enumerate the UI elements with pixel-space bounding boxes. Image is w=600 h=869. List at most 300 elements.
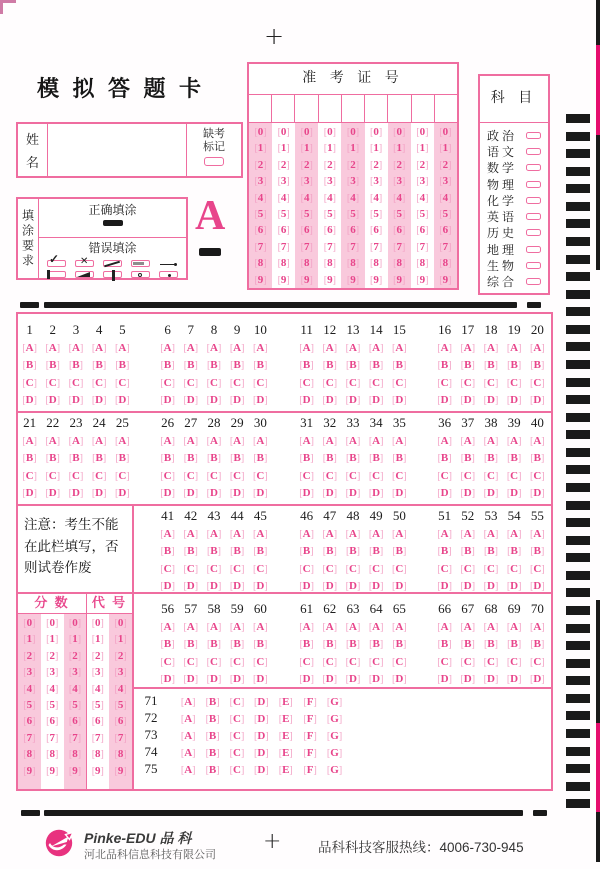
bubble-q49-A[interactable]: [A]	[368, 527, 384, 540]
bubble-q19-D[interactable]: [D]	[506, 394, 522, 407]
bubble-q42-C[interactable]: [C]	[183, 562, 199, 575]
bubble-q60-D[interactable]: [D]	[253, 673, 268, 686]
bubble-q11-C[interactable]: [C]	[299, 376, 314, 389]
bubble-q54-A[interactable]: [A]	[506, 527, 522, 540]
digit-bubble-8[interactable]: [8]	[254, 257, 267, 270]
bubble-q72-G[interactable]: [G]	[326, 712, 343, 725]
bubble-q40-A[interactable]: [A]	[530, 434, 545, 447]
bubble-q31-C[interactable]: [C]	[299, 469, 314, 482]
bubble-q4-C[interactable]: [C]	[91, 376, 107, 389]
bubble-q26-A[interactable]: [A]	[160, 434, 175, 447]
bubble-q74-C[interactable]: [C]	[229, 747, 245, 760]
bubble-q23-B[interactable]: [B]	[68, 452, 83, 465]
bubble-q32-A[interactable]: [A]	[322, 434, 338, 447]
digit-bubble-7[interactable]: [7]	[23, 731, 36, 744]
bubble-q63-B[interactable]: [B]	[345, 638, 360, 651]
bubble-q43-C[interactable]: [C]	[206, 562, 222, 575]
bubble-q39-B[interactable]: [B]	[507, 452, 522, 465]
digit-bubble-5[interactable]: [5]	[254, 207, 267, 220]
bubble-q20-B[interactable]: [B]	[530, 359, 545, 372]
bubble-q50-B[interactable]: [B]	[392, 545, 407, 558]
digit-bubble-6[interactable]: [6]	[91, 715, 104, 728]
bubble-q9-A[interactable]: [A]	[229, 341, 245, 354]
bubble-q44-D[interactable]: [D]	[229, 580, 245, 593]
bubble-q71-B[interactable]: [B]	[205, 695, 220, 708]
digit-bubble-8[interactable]: [8]	[114, 748, 127, 761]
bubble-q53-A[interactable]: [A]	[483, 527, 499, 540]
bubble-q52-D[interactable]: [D]	[460, 580, 476, 593]
digit-bubble-2[interactable]: [2]	[300, 158, 313, 171]
bubble-q49-D[interactable]: [D]	[368, 580, 384, 593]
bubble-q24-B[interactable]: [B]	[92, 452, 107, 465]
admission-write-cell[interactable]	[249, 95, 272, 122]
admission-write-cell[interactable]	[412, 95, 435, 122]
digit-bubble-2[interactable]: [2]	[346, 158, 360, 171]
digit-bubble-8[interactable]: [8]	[300, 257, 313, 270]
bubble-q39-A[interactable]: [A]	[506, 434, 522, 447]
digit-bubble-8[interactable]: [8]	[23, 748, 36, 761]
bubble-q4-B[interactable]: [B]	[92, 359, 107, 372]
digit-bubble-6[interactable]: [6]	[277, 224, 290, 237]
bubble-q71-F[interactable]: [F]	[303, 695, 317, 708]
digit-bubble-3[interactable]: [3]	[23, 666, 36, 679]
bubble-q51-B[interactable]: [B]	[437, 545, 452, 558]
bubble-q34-D[interactable]: [D]	[368, 487, 384, 500]
bubble-q37-D[interactable]: [D]	[460, 487, 476, 500]
digit-bubble-8[interactable]: [8]	[346, 257, 360, 270]
digit-bubble-3[interactable]: [3]	[68, 666, 82, 679]
digit-bubble-9[interactable]: [9]	[277, 273, 290, 286]
bubble-q10-B[interactable]: [B]	[253, 359, 268, 372]
bubble-q73-A[interactable]: [A]	[180, 729, 196, 742]
bubble-q64-A[interactable]: [A]	[368, 620, 384, 633]
bubble-q43-B[interactable]: [B]	[206, 545, 221, 558]
bubble-q41-A[interactable]: [A]	[160, 527, 175, 540]
admission-write-cell[interactable]	[388, 95, 411, 122]
digit-bubble-1[interactable]: [1]	[91, 633, 104, 646]
digit-bubble-9[interactable]: [9]	[254, 273, 267, 286]
digit-bubble-6[interactable]: [6]	[23, 715, 36, 728]
bubble-q38-D[interactable]: [D]	[483, 487, 499, 500]
bubble-q45-B[interactable]: [B]	[253, 545, 268, 558]
bubble-q65-C[interactable]: [C]	[392, 655, 407, 668]
bubble-q57-A[interactable]: [A]	[183, 620, 199, 633]
digit-bubble-2[interactable]: [2]	[277, 158, 290, 171]
digit-bubble-8[interactable]: [8]	[416, 257, 429, 270]
bubble-q6-B[interactable]: [B]	[160, 359, 175, 372]
digit-bubble-9[interactable]: [9]	[416, 273, 429, 286]
admission-write-cell[interactable]	[365, 95, 388, 122]
digit-bubble-6[interactable]: [6]	[439, 224, 452, 237]
bubble-q25-B[interactable]: [B]	[115, 452, 130, 465]
bubble-q43-D[interactable]: [D]	[206, 580, 222, 593]
bubble-q26-C[interactable]: [C]	[160, 469, 175, 482]
bubble-q38-B[interactable]: [B]	[483, 452, 498, 465]
digit-bubble-1[interactable]: [1]	[68, 633, 82, 646]
bubble-q21-B[interactable]: [B]	[22, 452, 37, 465]
bubble-q11-D[interactable]: [D]	[299, 394, 314, 407]
bubble-q18-C[interactable]: [C]	[483, 376, 499, 389]
subject-bubble[interactable]	[526, 132, 541, 139]
bubble-q31-D[interactable]: [D]	[299, 487, 314, 500]
digit-bubble-0[interactable]: [0]	[46, 617, 59, 629]
digit-bubble-0[interactable]: [0]	[346, 126, 360, 138]
subject-bubble[interactable]	[526, 229, 541, 236]
bubble-q22-C[interactable]: [C]	[45, 469, 61, 482]
digit-bubble-0[interactable]: [0]	[91, 617, 104, 629]
bubble-q32-C[interactable]: [C]	[322, 469, 338, 482]
digit-bubble-6[interactable]: [6]	[416, 224, 429, 237]
digit-bubble-3[interactable]: [3]	[439, 175, 452, 188]
bubble-q67-C[interactable]: [C]	[460, 655, 476, 668]
bubble-q27-B[interactable]: [B]	[183, 452, 198, 465]
digit-bubble-7[interactable]: [7]	[416, 240, 429, 253]
bubble-q24-A[interactable]: [A]	[91, 434, 107, 447]
bubble-q3-A[interactable]: [A]	[68, 341, 84, 354]
bubble-q60-A[interactable]: [A]	[253, 620, 268, 633]
digit-bubble-6[interactable]: [6]	[323, 224, 336, 237]
bubble-q49-B[interactable]: [B]	[369, 545, 384, 558]
bubble-q7-A[interactable]: [A]	[183, 341, 199, 354]
bubble-q2-C[interactable]: [C]	[45, 376, 61, 389]
bubble-q47-D[interactable]: [D]	[322, 580, 338, 593]
bubble-q61-B[interactable]: [B]	[299, 638, 314, 651]
bubble-q51-D[interactable]: [D]	[437, 580, 452, 593]
bubble-q66-D[interactable]: [D]	[437, 673, 452, 686]
digit-bubble-6[interactable]: [6]	[68, 715, 82, 728]
bubble-q71-E[interactable]: [E]	[278, 695, 293, 708]
bubble-q12-A[interactable]: [A]	[322, 341, 338, 354]
bubble-q68-B[interactable]: [B]	[483, 638, 498, 651]
bubble-q3-B[interactable]: [B]	[68, 359, 83, 372]
bubble-q48-B[interactable]: [B]	[345, 545, 360, 558]
digit-bubble-1[interactable]: [1]	[393, 142, 406, 155]
digit-bubble-6[interactable]: [6]	[46, 715, 59, 728]
bubble-q12-B[interactable]: [B]	[322, 359, 337, 372]
bubble-q62-C[interactable]: [C]	[322, 655, 338, 668]
digit-bubble-5[interactable]: [5]	[439, 207, 452, 220]
bubble-q47-A[interactable]: [A]	[322, 527, 338, 540]
bubble-q28-A[interactable]: [A]	[206, 434, 222, 447]
digit-bubble-5[interactable]: [5]	[46, 698, 59, 711]
bubble-q75-D[interactable]: [D]	[254, 764, 269, 777]
bubble-q51-C[interactable]: [C]	[437, 562, 452, 575]
bubble-q7-C[interactable]: [C]	[183, 376, 199, 389]
digit-bubble-7[interactable]: [7]	[323, 240, 336, 253]
bubble-q29-A[interactable]: [A]	[229, 434, 245, 447]
digit-bubble-8[interactable]: [8]	[439, 257, 452, 270]
digit-bubble-9[interactable]: [9]	[23, 764, 36, 777]
digit-bubble-4[interactable]: [4]	[254, 191, 267, 204]
bubble-q48-C[interactable]: [C]	[345, 562, 361, 575]
bubble-q58-B[interactable]: [B]	[206, 638, 221, 651]
bubble-q5-B[interactable]: [B]	[115, 359, 130, 372]
digit-bubble-8[interactable]: [8]	[91, 748, 104, 761]
digit-bubble-1[interactable]: [1]	[254, 142, 267, 155]
bubble-q54-D[interactable]: [D]	[506, 580, 522, 593]
name-input-area[interactable]	[48, 124, 186, 176]
digit-bubble-5[interactable]: [5]	[346, 207, 360, 220]
bubble-q1-D[interactable]: [D]	[22, 394, 37, 407]
bubble-q16-A[interactable]: [A]	[437, 341, 452, 354]
bubble-q20-A[interactable]: [A]	[530, 341, 545, 354]
bubble-q36-C[interactable]: [C]	[437, 469, 452, 482]
digit-bubble-5[interactable]: [5]	[68, 698, 82, 711]
bubble-q57-D[interactable]: [D]	[183, 673, 199, 686]
digit-bubble-5[interactable]: [5]	[23, 698, 36, 711]
bubble-q56-A[interactable]: [A]	[160, 620, 175, 633]
bubble-q6-C[interactable]: [C]	[160, 376, 175, 389]
subject-bubble[interactable]	[526, 181, 541, 188]
digit-bubble-2[interactable]: [2]	[393, 158, 406, 171]
bubble-q65-D[interactable]: [D]	[392, 673, 407, 686]
bubble-q13-D[interactable]: [D]	[345, 394, 361, 407]
digit-bubble-5[interactable]: [5]	[300, 207, 313, 220]
bubble-q16-C[interactable]: [C]	[437, 376, 452, 389]
bubble-q4-A[interactable]: [A]	[91, 341, 107, 354]
bubble-q33-D[interactable]: [D]	[345, 487, 361, 500]
digit-bubble-4[interactable]: [4]	[300, 191, 313, 204]
bubble-q8-B[interactable]: [B]	[206, 359, 221, 372]
bubble-q40-D[interactable]: [D]	[530, 487, 545, 500]
bubble-q60-B[interactable]: [B]	[253, 638, 268, 651]
bubble-q45-D[interactable]: [D]	[253, 580, 268, 593]
bubble-q40-C[interactable]: [C]	[530, 469, 545, 482]
bubble-q50-C[interactable]: [C]	[392, 562, 407, 575]
digit-bubble-9[interactable]: [9]	[370, 273, 383, 286]
bubble-q68-D[interactable]: [D]	[483, 673, 499, 686]
bubble-q1-A[interactable]: [A]	[22, 341, 37, 354]
digit-bubble-5[interactable]: [5]	[393, 207, 406, 220]
digit-bubble-7[interactable]: [7]	[46, 731, 59, 744]
bubble-q46-B[interactable]: [B]	[299, 545, 314, 558]
bubble-q35-B[interactable]: [B]	[392, 452, 407, 465]
bubble-q22-D[interactable]: [D]	[45, 487, 61, 500]
digit-bubble-8[interactable]: [8]	[323, 257, 336, 270]
digit-bubble-0[interactable]: [0]	[323, 126, 336, 138]
bubble-q74-B[interactable]: [B]	[205, 747, 220, 760]
bubble-q46-C[interactable]: [C]	[299, 562, 314, 575]
bubble-q20-C[interactable]: [C]	[530, 376, 545, 389]
bubble-q25-C[interactable]: [C]	[115, 469, 130, 482]
bubble-q35-C[interactable]: [C]	[392, 469, 407, 482]
digit-bubble-4[interactable]: [4]	[46, 682, 59, 695]
bubble-q1-B[interactable]: [B]	[22, 359, 37, 372]
digit-bubble-9[interactable]: [9]	[323, 273, 336, 286]
bubble-q39-C[interactable]: [C]	[506, 469, 522, 482]
digit-bubble-8[interactable]: [8]	[393, 257, 406, 270]
digit-bubble-1[interactable]: [1]	[323, 142, 336, 155]
bubble-q7-D[interactable]: [D]	[183, 394, 199, 407]
digit-bubble-3[interactable]: [3]	[277, 175, 290, 188]
absent-mark-bubble[interactable]	[204, 157, 224, 166]
digit-bubble-9[interactable]: [9]	[300, 273, 313, 286]
bubble-q36-D[interactable]: [D]	[437, 487, 452, 500]
bubble-q36-A[interactable]: [A]	[437, 434, 452, 447]
bubble-q59-B[interactable]: [B]	[230, 638, 245, 651]
bubble-q46-D[interactable]: [D]	[299, 580, 314, 593]
bubble-q29-B[interactable]: [B]	[230, 452, 245, 465]
bubble-q14-C[interactable]: [C]	[368, 376, 384, 389]
bubble-q33-C[interactable]: [C]	[345, 469, 361, 482]
digit-bubble-9[interactable]: [9]	[91, 764, 104, 777]
bubble-q9-D[interactable]: [D]	[229, 394, 245, 407]
bubble-q29-D[interactable]: [D]	[229, 487, 245, 500]
bubble-q70-C[interactable]: [C]	[530, 655, 545, 668]
digit-bubble-6[interactable]: [6]	[254, 224, 267, 237]
bubble-q33-A[interactable]: [A]	[345, 434, 361, 447]
bubble-q27-A[interactable]: [A]	[183, 434, 199, 447]
bubble-q12-D[interactable]: [D]	[322, 394, 338, 407]
digit-bubble-5[interactable]: [5]	[416, 207, 429, 220]
bubble-q17-A[interactable]: [A]	[460, 341, 476, 354]
bubble-q27-D[interactable]: [D]	[183, 487, 199, 500]
digit-bubble-4[interactable]: [4]	[346, 191, 360, 204]
digit-bubble-1[interactable]: [1]	[46, 633, 59, 646]
digit-bubble-5[interactable]: [5]	[370, 207, 383, 220]
bubble-q64-D[interactable]: [D]	[368, 673, 384, 686]
digit-bubble-9[interactable]: [9]	[114, 764, 127, 777]
bubble-q32-B[interactable]: [B]	[322, 452, 337, 465]
bubble-q37-A[interactable]: [A]	[460, 434, 476, 447]
digit-bubble-0[interactable]: [0]	[23, 617, 36, 629]
digit-bubble-3[interactable]: [3]	[346, 175, 360, 188]
digit-bubble-7[interactable]: [7]	[370, 240, 383, 253]
digit-bubble-2[interactable]: [2]	[416, 158, 429, 171]
bubble-q25-D[interactable]: [D]	[115, 487, 130, 500]
bubble-q52-C[interactable]: [C]	[460, 562, 476, 575]
bubble-q62-B[interactable]: [B]	[322, 638, 337, 651]
bubble-q63-C[interactable]: [C]	[345, 655, 361, 668]
digit-bubble-4[interactable]: [4]	[439, 191, 452, 204]
bubble-q75-B[interactable]: [B]	[205, 764, 220, 777]
bubble-q41-B[interactable]: [B]	[160, 545, 175, 558]
digit-bubble-7[interactable]: [7]	[346, 240, 360, 253]
digit-bubble-7[interactable]: [7]	[439, 240, 452, 253]
bubble-q66-B[interactable]: [B]	[437, 638, 452, 651]
digit-bubble-3[interactable]: [3]	[254, 175, 267, 188]
bubble-q65-A[interactable]: [A]	[392, 620, 407, 633]
bubble-q61-D[interactable]: [D]	[299, 673, 314, 686]
bubble-q58-D[interactable]: [D]	[206, 673, 222, 686]
bubble-q34-B[interactable]: [B]	[369, 452, 384, 465]
digit-bubble-0[interactable]: [0]	[300, 126, 313, 138]
digit-bubble-5[interactable]: [5]	[114, 698, 127, 711]
bubble-q5-C[interactable]: [C]	[115, 376, 130, 389]
digit-bubble-4[interactable]: [4]	[416, 191, 429, 204]
bubble-q73-F[interactable]: [F]	[303, 729, 317, 742]
bubble-q4-D[interactable]: [D]	[91, 394, 107, 407]
bubble-q53-D[interactable]: [D]	[483, 580, 499, 593]
bubble-q74-D[interactable]: [D]	[254, 747, 269, 760]
digit-bubble-0[interactable]: [0]	[277, 126, 290, 138]
bubble-q63-D[interactable]: [D]	[345, 673, 361, 686]
digit-bubble-6[interactable]: [6]	[346, 224, 360, 237]
bubble-q74-F[interactable]: [F]	[303, 747, 317, 760]
bubble-q59-D[interactable]: [D]	[229, 673, 245, 686]
bubble-q7-B[interactable]: [B]	[183, 359, 198, 372]
bubble-q30-B[interactable]: [B]	[253, 452, 268, 465]
digit-bubble-3[interactable]: [3]	[300, 175, 313, 188]
bubble-q35-D[interactable]: [D]	[392, 487, 407, 500]
bubble-q13-A[interactable]: [A]	[345, 341, 361, 354]
bubble-q56-C[interactable]: [C]	[160, 655, 175, 668]
bubble-q14-B[interactable]: [B]	[369, 359, 384, 372]
bubble-q2-B[interactable]: [B]	[45, 359, 60, 372]
bubble-q56-D[interactable]: [D]	[160, 673, 175, 686]
digit-bubble-7[interactable]: [7]	[254, 240, 267, 253]
bubble-q67-B[interactable]: [B]	[460, 638, 475, 651]
bubble-q12-C[interactable]: [C]	[322, 376, 338, 389]
bubble-q59-A[interactable]: [A]	[229, 620, 245, 633]
digit-bubble-1[interactable]: [1]	[300, 142, 313, 155]
bubble-q71-A[interactable]: [A]	[180, 695, 196, 708]
bubble-q73-B[interactable]: [B]	[205, 729, 220, 742]
bubble-q23-C[interactable]: [C]	[68, 469, 84, 482]
bubble-q55-C[interactable]: [C]	[530, 562, 545, 575]
bubble-q24-D[interactable]: [D]	[91, 487, 107, 500]
bubble-q58-A[interactable]: [A]	[206, 620, 222, 633]
bubble-q72-E[interactable]: [E]	[278, 712, 293, 725]
digit-bubble-7[interactable]: [7]	[300, 240, 313, 253]
bubble-q28-B[interactable]: [B]	[206, 452, 221, 465]
bubble-q14-D[interactable]: [D]	[368, 394, 384, 407]
bubble-q39-D[interactable]: [D]	[506, 487, 522, 500]
bubble-q31-A[interactable]: [A]	[299, 434, 314, 447]
digit-bubble-5[interactable]: [5]	[277, 207, 290, 220]
bubble-q62-A[interactable]: [A]	[322, 620, 338, 633]
bubble-q15-D[interactable]: [D]	[392, 394, 407, 407]
bubble-q11-B[interactable]: [B]	[299, 359, 314, 372]
bubble-q44-A[interactable]: [A]	[229, 527, 245, 540]
bubble-q10-D[interactable]: [D]	[253, 394, 268, 407]
digit-bubble-4[interactable]: [4]	[68, 682, 82, 695]
bubble-q19-B[interactable]: [B]	[507, 359, 522, 372]
bubble-q14-A[interactable]: [A]	[368, 341, 384, 354]
bubble-q18-A[interactable]: [A]	[483, 341, 499, 354]
digit-bubble-6[interactable]: [6]	[370, 224, 383, 237]
bubble-q15-B[interactable]: [B]	[392, 359, 407, 372]
bubble-q70-A[interactable]: [A]	[530, 620, 545, 633]
bubble-q18-B[interactable]: [B]	[483, 359, 498, 372]
bubble-q13-C[interactable]: [C]	[345, 376, 361, 389]
admission-write-cell[interactable]	[295, 95, 318, 122]
bubble-q56-B[interactable]: [B]	[160, 638, 175, 651]
bubble-q42-D[interactable]: [D]	[183, 580, 199, 593]
digit-bubble-0[interactable]: [0]	[68, 617, 82, 629]
bubble-q29-C[interactable]: [C]	[229, 469, 245, 482]
bubble-q30-A[interactable]: [A]	[253, 434, 268, 447]
bubble-q30-C[interactable]: [C]	[253, 469, 268, 482]
digit-bubble-2[interactable]: [2]	[323, 158, 336, 171]
bubble-q57-C[interactable]: [C]	[183, 655, 199, 668]
bubble-q73-G[interactable]: [G]	[326, 729, 343, 742]
bubble-q30-D[interactable]: [D]	[253, 487, 268, 500]
bubble-q21-A[interactable]: [A]	[22, 434, 37, 447]
bubble-q2-A[interactable]: [A]	[45, 341, 61, 354]
digit-bubble-7[interactable]: [7]	[393, 240, 406, 253]
digit-bubble-7[interactable]: [7]	[68, 731, 82, 744]
digit-bubble-3[interactable]: [3]	[393, 175, 406, 188]
bubble-q21-D[interactable]: [D]	[22, 487, 37, 500]
bubble-q17-B[interactable]: [B]	[460, 359, 475, 372]
bubble-q42-B[interactable]: [B]	[183, 545, 198, 558]
bubble-q20-D[interactable]: [D]	[530, 394, 545, 407]
digit-bubble-9[interactable]: [9]	[68, 764, 82, 777]
digit-bubble-1[interactable]: [1]	[114, 633, 127, 646]
bubble-q36-B[interactable]: [B]	[437, 452, 452, 465]
bubble-q53-C[interactable]: [C]	[483, 562, 499, 575]
